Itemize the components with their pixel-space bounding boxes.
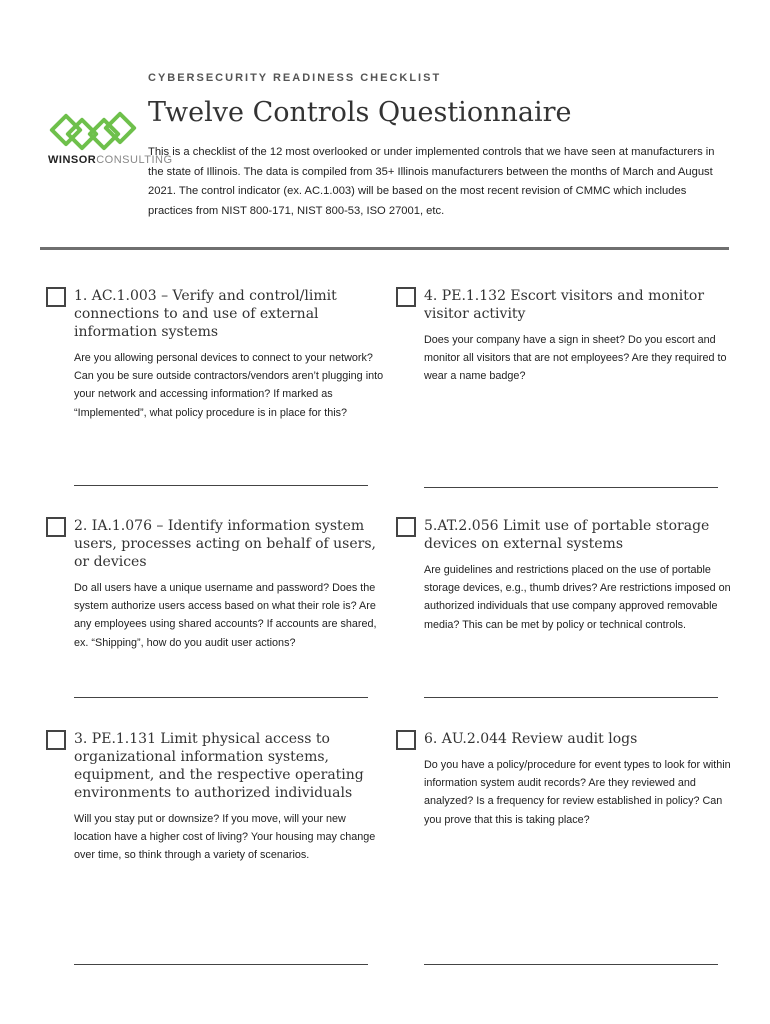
checklist-checkbox[interactable]	[46, 517, 66, 537]
checklist-checkbox[interactable]	[396, 730, 416, 750]
checklist-checkbox[interactable]	[46, 730, 66, 750]
answer-line[interactable]	[424, 697, 718, 698]
intro-paragraph: This is a checklist of the 12 most overlooked or under implemented controls that we have seen at manufacturers in the state of Illinois. The data is compiled from 35+ Illinois manufacturers between the months of March and August 2021. The control indicator (ex. AC.1.003) will be based on the most recent revision of CMMC which includes practices from NIST 800-171, NIST 800-53, ISO 27001, etc.	[148, 146, 715, 217]
control-heading: 4. PE.1.132 Escort visitors and monitor visitor activity	[424, 288, 705, 322]
control-description: Does your company have a sign in sheet? Do you escort and monitor all visitors that are not employees? Are they required to wear a name badge?	[424, 334, 727, 383]
logo-brand-bold: WINSOR	[48, 154, 97, 166]
control-description: Do all users have a unique username and password? Does the system authorize users access based on what their role is? Are any employees using shared accounts? If accounts are shared, ex. “Shipping”, how do you audit user actions?	[74, 582, 377, 649]
answer-line[interactable]	[74, 697, 368, 698]
control-heading: 6. AU.2.044 Review audit logs	[424, 731, 638, 747]
answer-line[interactable]	[424, 487, 718, 488]
checklist-item	[424, 517, 734, 634]
page-title: Twelve Controls Questionnaire	[148, 97, 572, 128]
checklist-item	[74, 287, 384, 422]
checklist-checkbox[interactable]	[396, 517, 416, 537]
winsor-logo-mark-icon	[48, 110, 143, 154]
checklist-checkbox[interactable]	[46, 287, 66, 307]
section-divider	[40, 247, 729, 250]
checklist-item	[424, 287, 734, 386]
checklist-item	[424, 730, 734, 829]
checklist-checkbox[interactable]	[396, 287, 416, 307]
control-description: Do you have a policy/procedure for event types to look for within information system audit records? Are they reviewed and analyzed? Is a frequency for review established in policy? Can you prove that this is taking place?	[424, 759, 731, 826]
logo-brand-light: CONSULTING	[96, 154, 173, 166]
control-heading: 2. IA.1.076 – Identify information system users, processes acting on behalf of users, or devices	[74, 518, 376, 570]
control-heading: 3. PE.1.131 Limit physical access to organizational information systems, equipment, and the respective operating environments to authorized individuals	[74, 731, 364, 801]
eyebrow-label: CYBERSECURITY READINESS CHECKLIST	[148, 72, 442, 84]
control-heading: 1. AC.1.003 – Verify and control/limit connections to and use of external information systems	[74, 288, 337, 340]
checklist-item	[74, 517, 384, 652]
answer-line[interactable]	[74, 964, 368, 965]
control-description: Are you allowing personal devices to connect to your network? Can you be sure outside contractors/vendors aren’t plugging into your network and accessing information? If marked as “Implemented”, what policy procedure is in place for this?	[74, 352, 384, 419]
control-description: Are guidelines and restrictions placed on the use of portable storage devices, e.g., thumb drives? Are restrictions imposed on authorized individuals that use company approved removable media? This can be met by policy or technical controls.	[424, 564, 731, 631]
control-description: Will you stay put or downsize? If you move, will your new location have a higher cost of living? Your housing may change over time, so think through a variety of scenarios.	[74, 813, 376, 862]
answer-line[interactable]	[74, 485, 368, 486]
control-heading: 5.AT.2.056 Limit use of portable storage devices on external systems	[424, 518, 710, 552]
checklist-item	[74, 730, 384, 865]
winsor-consulting-logo	[48, 110, 173, 175]
answer-line[interactable]	[424, 964, 718, 965]
